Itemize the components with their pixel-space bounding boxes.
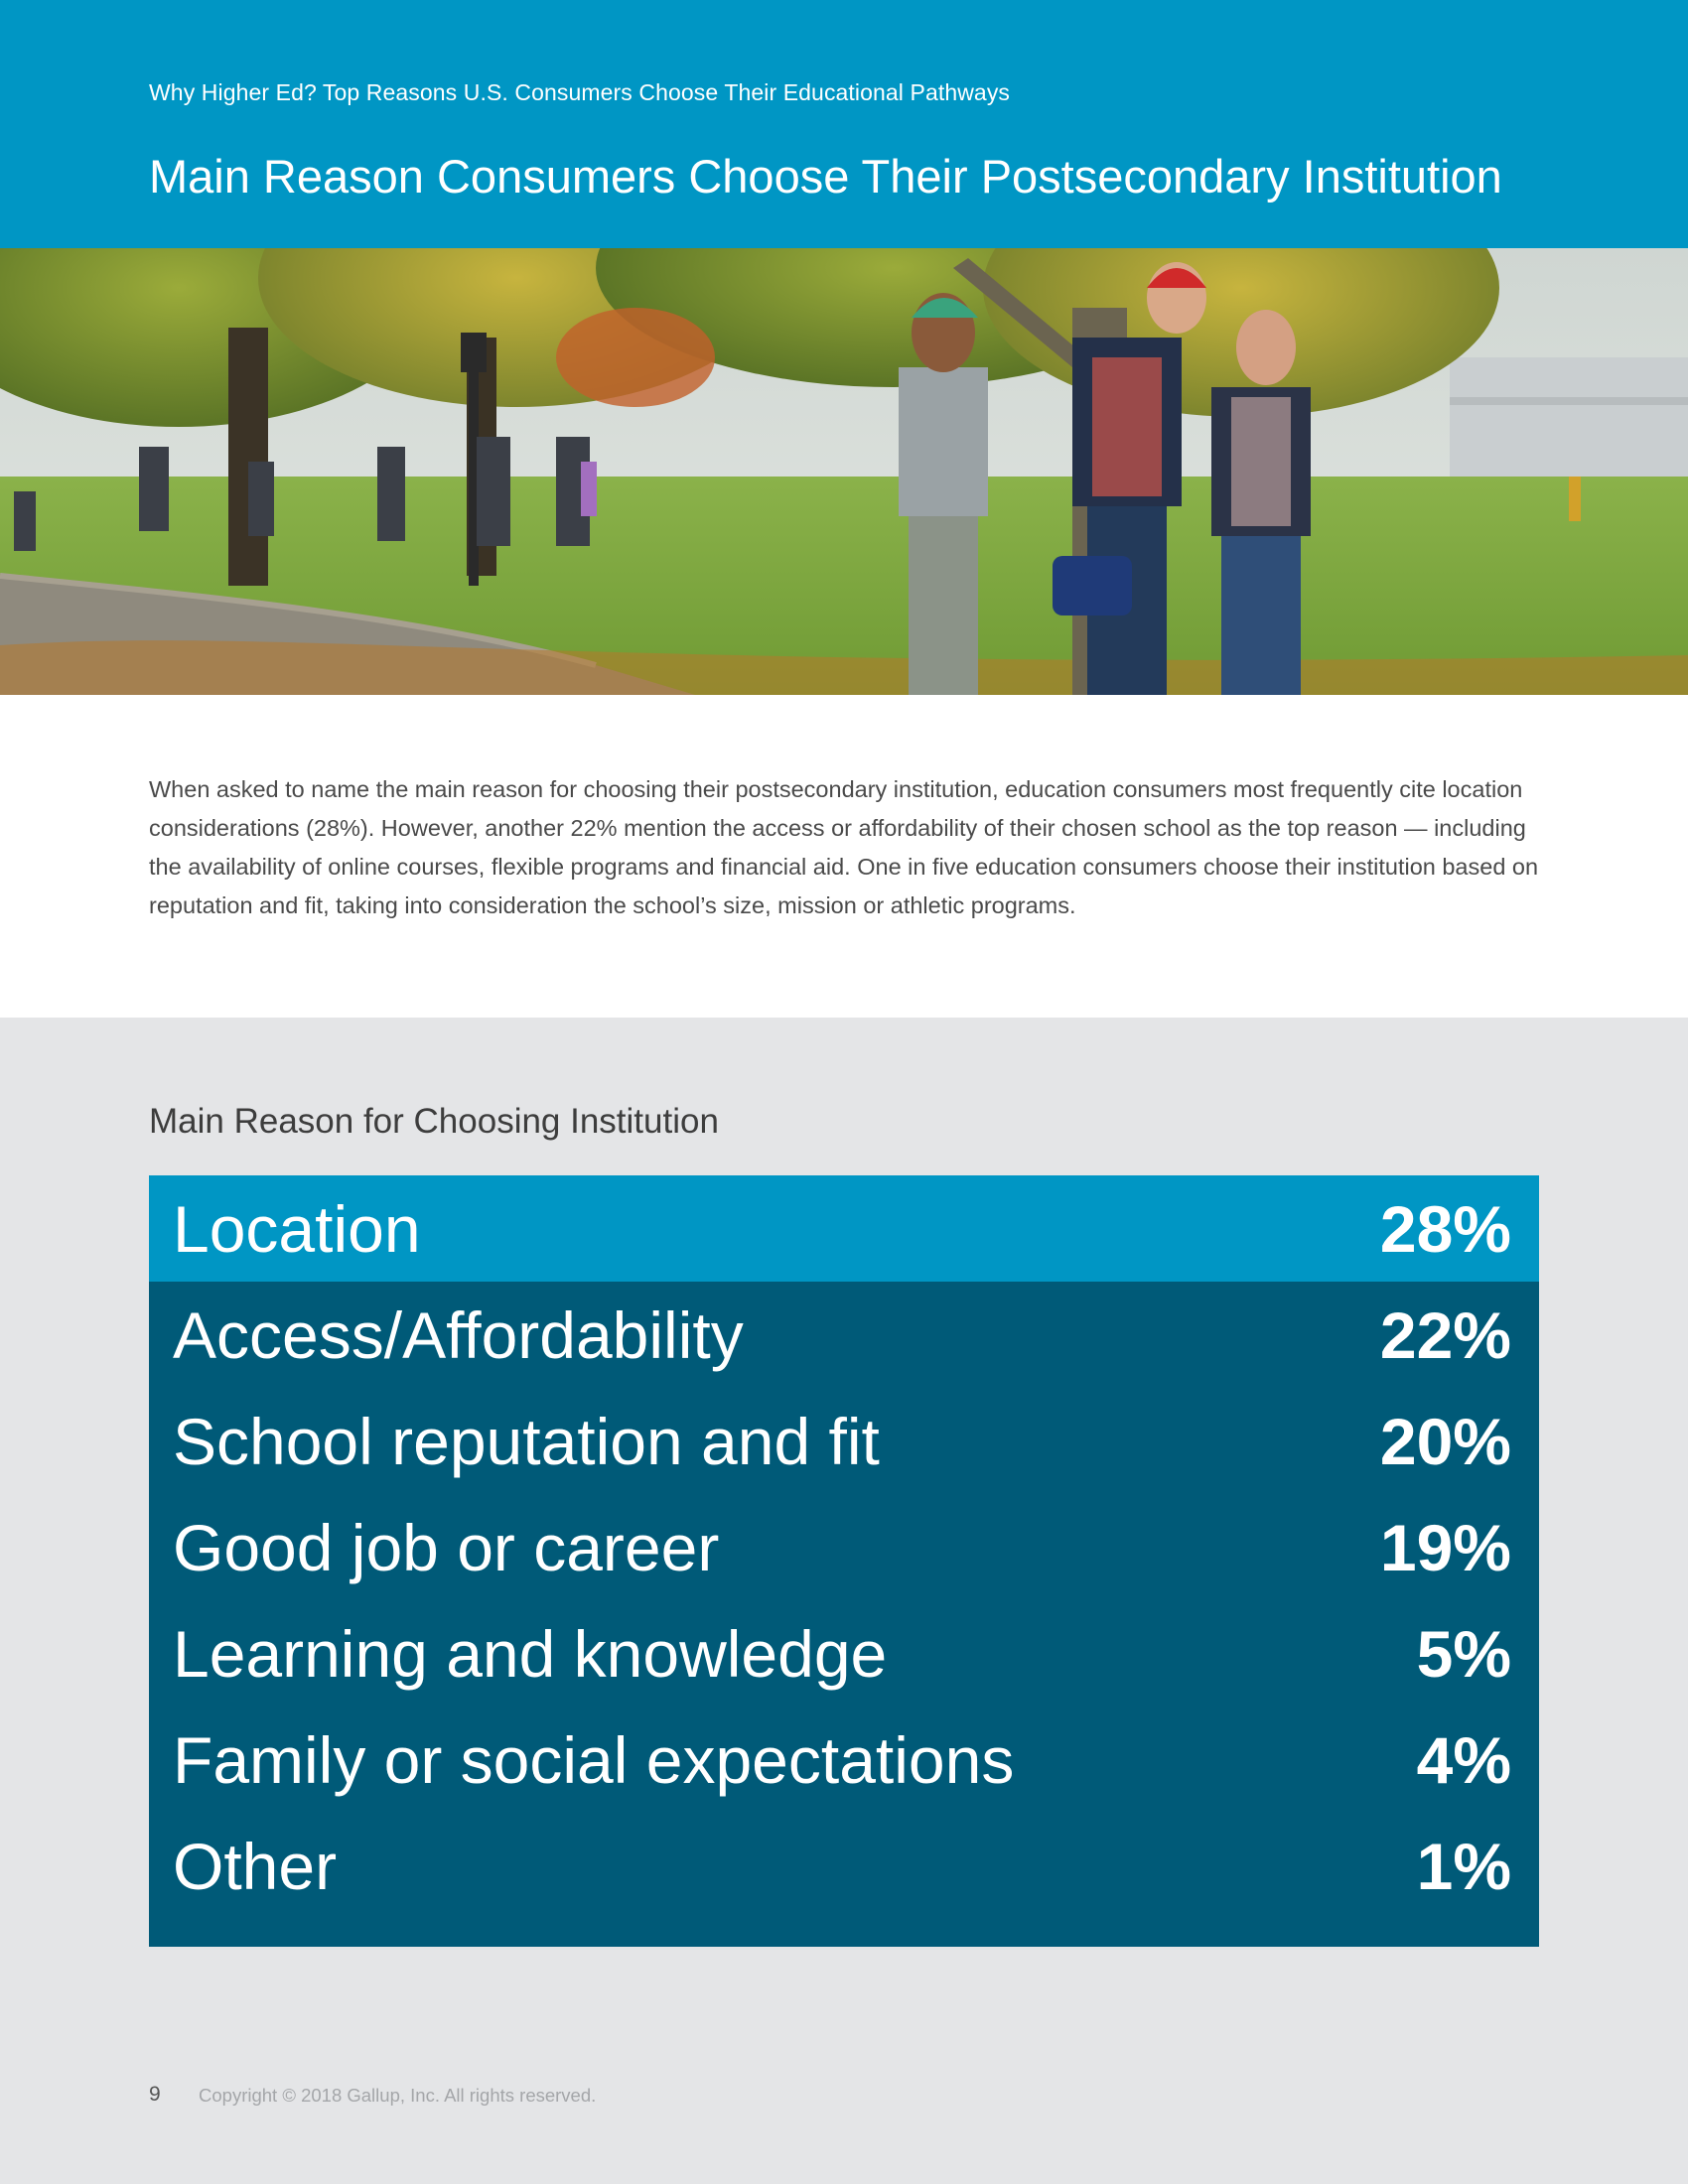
reason-label: Location bbox=[173, 1192, 421, 1266]
table-row bbox=[149, 1388, 1539, 1494]
reason-label: Other bbox=[173, 1830, 338, 1903]
table-row bbox=[149, 1600, 1539, 1706]
reason-percent: 22% bbox=[1379, 1298, 1511, 1372]
reason-label: School reputation and fit bbox=[173, 1405, 880, 1478]
reason-label: Good job or career bbox=[173, 1511, 720, 1584]
reasons-table bbox=[149, 1175, 1539, 1947]
table-row bbox=[149, 1175, 1539, 1282]
intro-paragraph: When asked to name the main reason for choosing their postsecondary institution, education consumers most frequently cite location considerations (28%). However, another 22% mention the access or affordability of their chosen school as the top reason — including the availability of online courses, flexible programs and financial aid. One in five education consumers choose their institution based on reputation and fit, taking into consideration the school’s size, mission or athletic programs. bbox=[149, 776, 1539, 918]
page-header bbox=[0, 0, 1688, 248]
table-row bbox=[149, 1706, 1539, 1813]
page-title: Main Reason Consumers Choose Their Postsecondary Institution bbox=[149, 150, 1502, 203]
reason-label: Access/Affordability bbox=[173, 1298, 744, 1372]
reason-percent: 5% bbox=[1416, 1617, 1511, 1691]
reason-percent: 19% bbox=[1379, 1511, 1511, 1584]
reason-percent: 1% bbox=[1416, 1830, 1511, 1903]
page-footer bbox=[149, 2083, 597, 2107]
reason-label: Family or social expectations bbox=[173, 1723, 1015, 1797]
table-title: Main Reason for Choosing Institution bbox=[149, 1102, 719, 1141]
reason-percent: 4% bbox=[1416, 1723, 1511, 1797]
reason-label: Learning and knowledge bbox=[173, 1617, 888, 1691]
reason-percent: 28% bbox=[1379, 1192, 1511, 1266]
table-row bbox=[149, 1494, 1539, 1600]
campus-photo bbox=[0, 248, 1688, 695]
table-row bbox=[149, 1813, 1539, 1919]
table-row bbox=[149, 1282, 1539, 1388]
report-kicker: Why Higher Ed? Top Reasons U.S. Consumers Choose Their Educational Pathways bbox=[149, 79, 1011, 105]
copyright-notice: Copyright © 2018 Gallup, Inc. All rights reserved. bbox=[199, 2085, 597, 2106]
page-number: 9 bbox=[149, 2083, 161, 2106]
reason-percent: 20% bbox=[1379, 1405, 1511, 1478]
